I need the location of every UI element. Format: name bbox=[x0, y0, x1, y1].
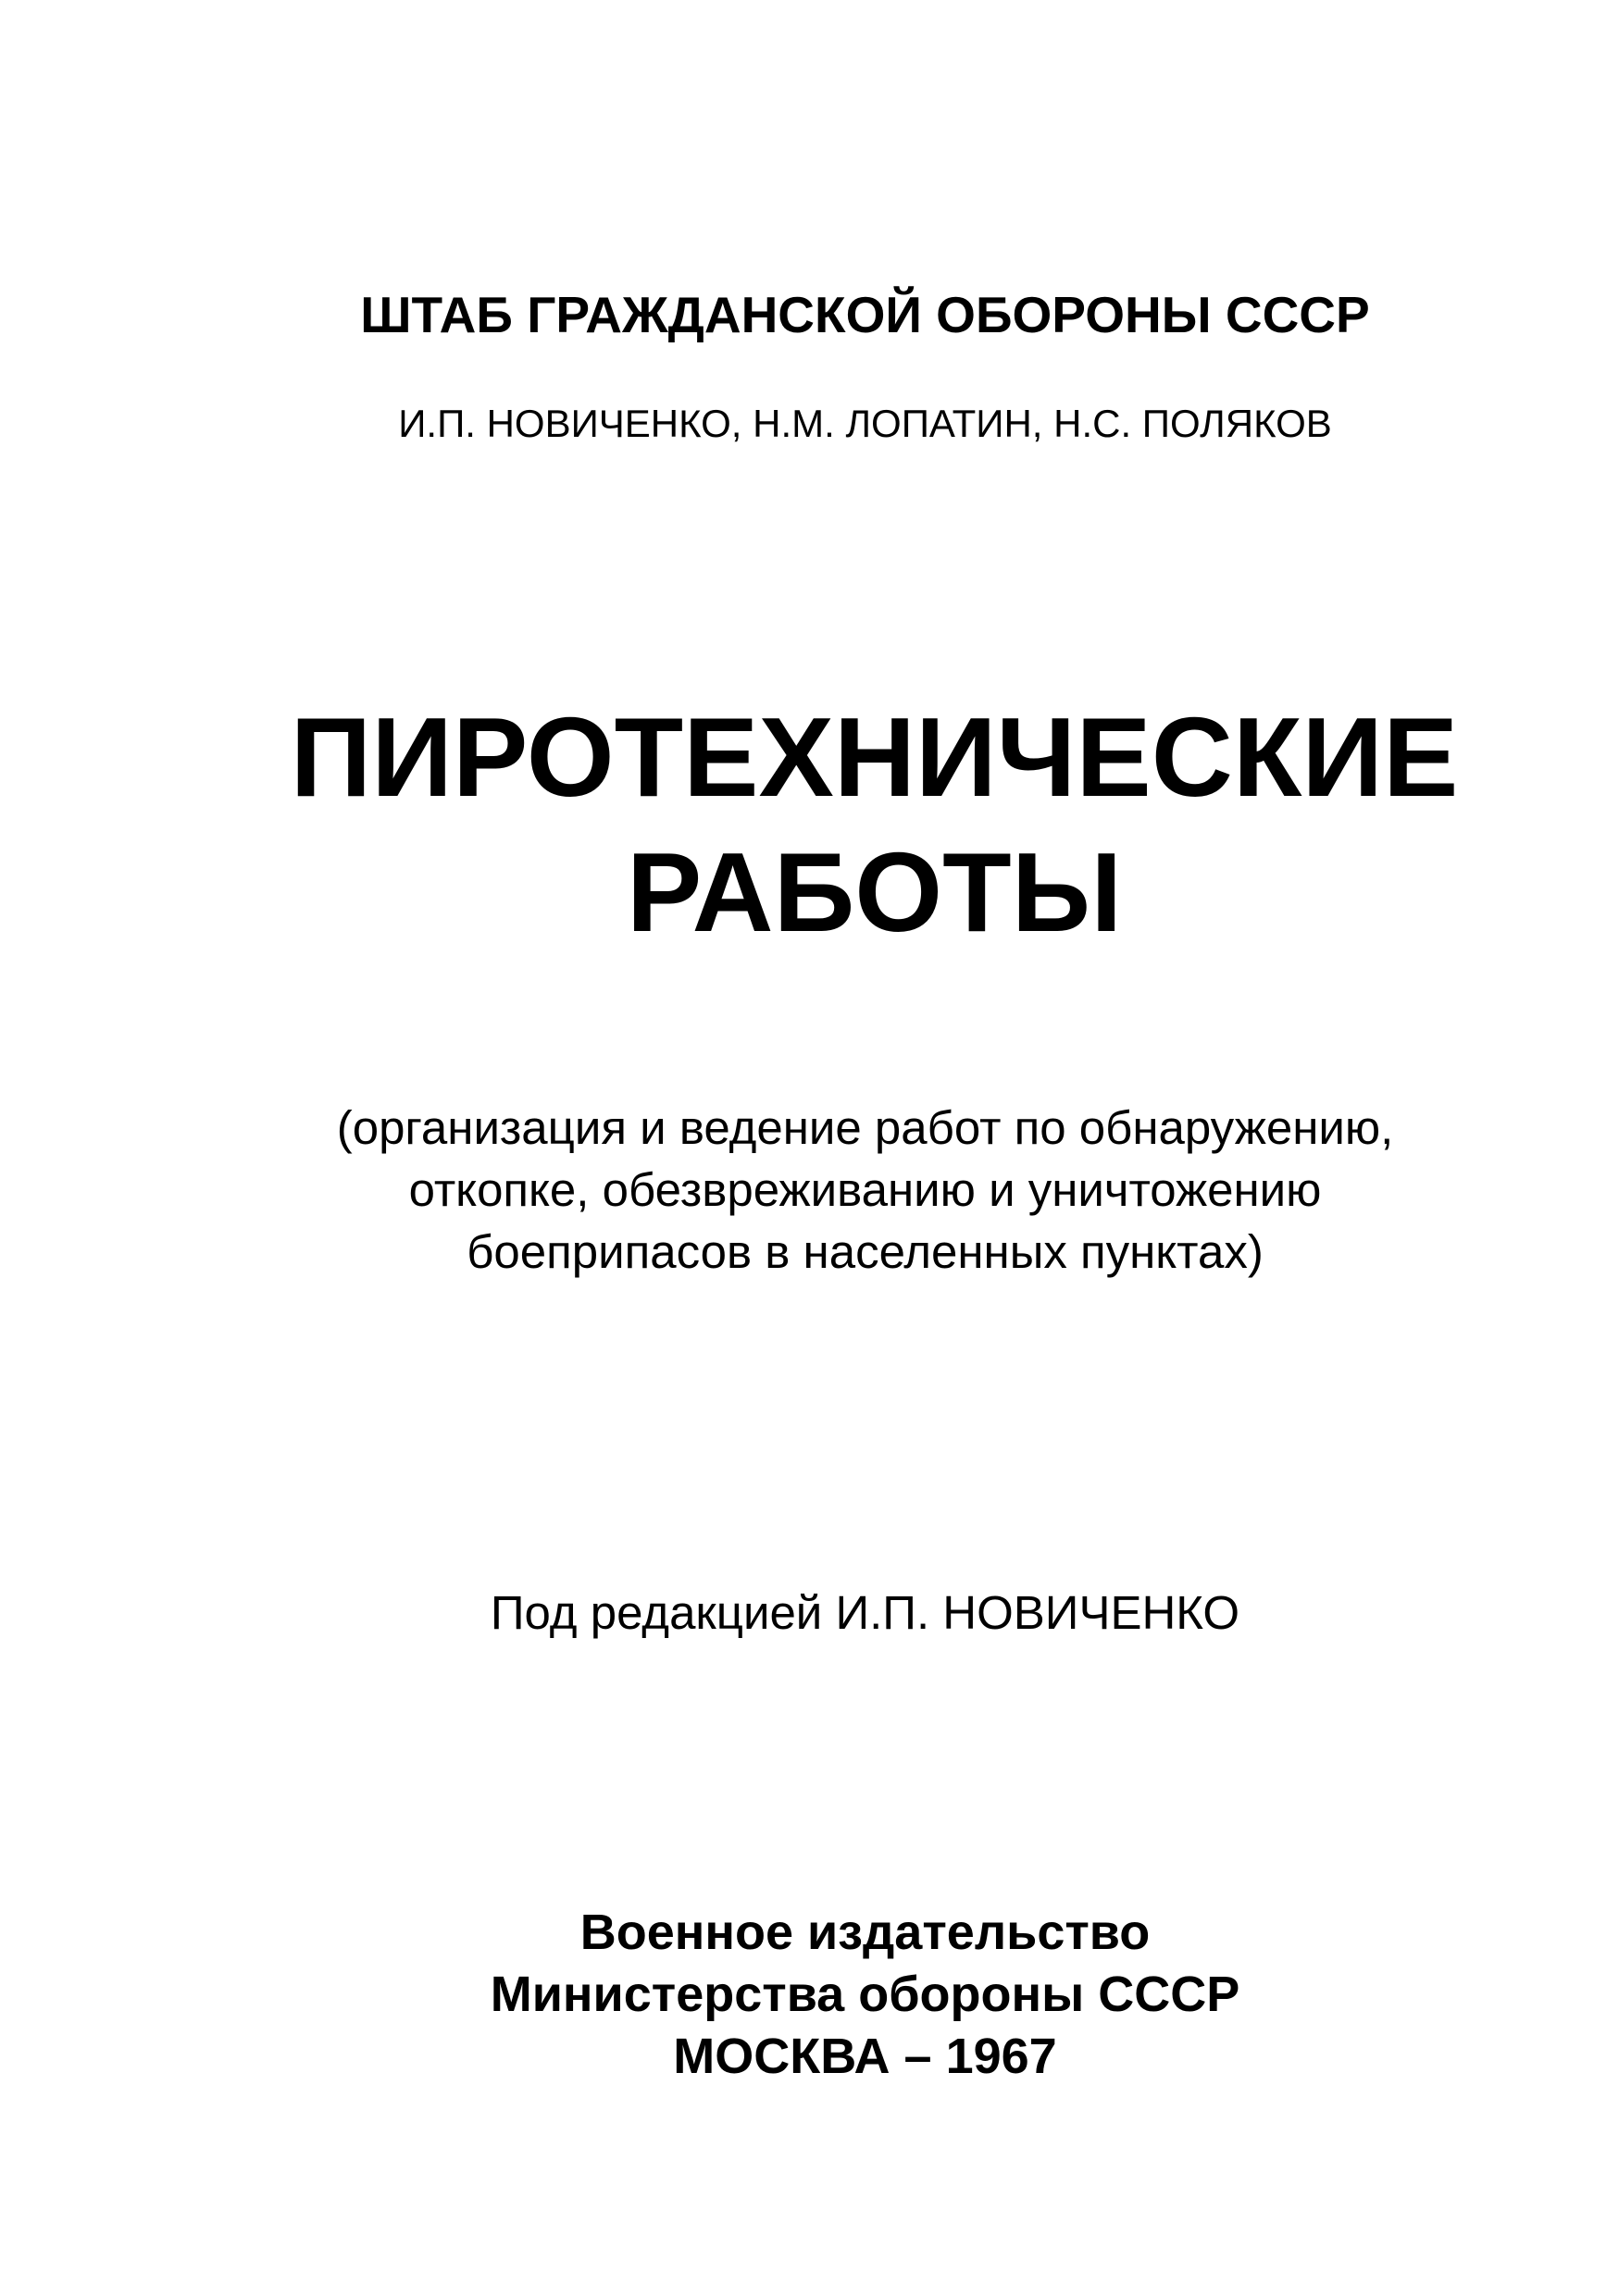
book-title bbox=[65, 689, 1619, 960]
publisher-line: Министерства обороны СССР bbox=[490, 1967, 1240, 2022]
subtitle-line: боеприпасов в населенных пунктах) bbox=[467, 1225, 1264, 1278]
subtitle-line: (организация и ведение работ по обнаружению, bbox=[336, 1101, 1394, 1154]
publisher-city-year: МОСКВА – 1967 bbox=[673, 2029, 1057, 2084]
editor-line: Под редакцией И.П. НОВИЧЕНКО bbox=[490, 1586, 1240, 1639]
publisher-imprint bbox=[56, 1902, 1619, 2088]
title-line: ПИРОТЕХНИЧЕСКИЕ bbox=[290, 694, 1459, 820]
title-line: РАБОТЫ bbox=[626, 829, 1123, 955]
book-subtitle bbox=[56, 1097, 1619, 1283]
subtitle-line: откопке, обезвреживанию и уничтожению bbox=[408, 1163, 1322, 1216]
organization-heading: ШТАБ ГРАЖДАНСКОЙ ОБОРОНЫ СССР bbox=[360, 286, 1370, 343]
authors-line: И.П. НОВИЧЕНКО, Н.М. ЛОПАТИН, Н.С. ПОЛЯКОВ bbox=[398, 402, 1332, 445]
publisher-line: Военное издательство bbox=[579, 1905, 1151, 1960]
